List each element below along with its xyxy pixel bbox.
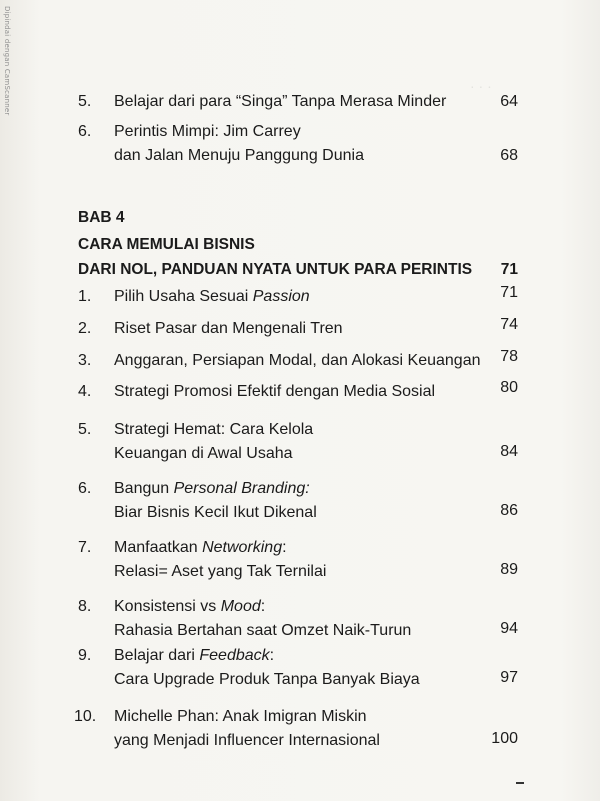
entry-title: [114, 350, 494, 372]
entry-title-line: Strategi Promosi Efektif dengan Media Sosial: [114, 383, 436, 400]
entry-title-line: Rahasia Bertahan saat Omzet Naik-Turun: [114, 622, 412, 639]
chapter-title: CARA MEMULAI BISNIS DARI NOL, PANDUAN NYATA UNTUK PARA PERINTIS 71: [78, 232, 518, 284]
entry-title-line: Riset Pasar dan Mengenali Tren: [114, 320, 343, 337]
entry-title-line: Relasi= Aset yang Tak Ternilai: [114, 563, 327, 580]
entry-title: [114, 706, 494, 752]
toc-entry: [78, 478, 518, 526]
entry-page: 97: [500, 669, 518, 686]
toc-entry: [78, 286, 518, 310]
entry-title-line: Belajar dari Feedback:: [114, 647, 275, 664]
entry-number: 5.: [78, 421, 92, 438]
entry-title-line: Biar Bisnis Kecil Ikut Dikenal: [114, 504, 317, 521]
entry-number: 8.: [78, 598, 92, 615]
page-mark: [516, 782, 524, 784]
toc-entry: [78, 318, 518, 342]
entry-number: 6.: [78, 123, 92, 140]
entry-page: 84: [500, 443, 518, 460]
entry-page: 78: [500, 348, 518, 365]
entry-page: 68: [500, 147, 518, 164]
toc-entry: [78, 121, 518, 167]
entry-title: [114, 645, 494, 691]
chapter-label: BAB 4: [78, 209, 125, 226]
entry-title-line: Konsistensi vs Mood:: [114, 598, 266, 615]
entry-title: [114, 381, 494, 403]
entry-number: 2.: [78, 320, 92, 337]
entry-page: 89: [500, 561, 518, 578]
entry-number: 5.: [78, 93, 92, 110]
entry-page: 71: [500, 284, 518, 301]
toc-entry: [78, 645, 518, 693]
toc-entry: [78, 91, 518, 113]
entry-title-line: Keuangan di Awal Usaha: [114, 445, 293, 462]
entry-title: Belajar dari para “Singa” Tanpa Merasa Minder: [114, 93, 447, 110]
entry-title-line: Pilih Usaha Sesuai Passion: [114, 288, 310, 305]
entry-title: [114, 318, 494, 340]
toc-entry: [74, 706, 518, 754]
toc-entry: [78, 350, 518, 374]
toc-entry: [78, 419, 518, 467]
entry-title-line: Manfaatkan Networking:: [114, 539, 287, 556]
entry-title-line: yang Menjadi Influencer Internasional: [114, 732, 380, 749]
entry-number: 7.: [78, 539, 92, 556]
toc-entry: [78, 381, 518, 405]
entry-number: 1.: [78, 288, 92, 305]
entry-title: [114, 478, 494, 524]
entry-title: [114, 596, 494, 642]
entry-title: [114, 286, 494, 308]
entry-title-line: Strategi Hemat: Cara Kelola: [114, 421, 314, 438]
toc-entry: [78, 596, 518, 644]
entry-number: 10.: [74, 708, 97, 725]
entry-page: 64: [500, 93, 518, 110]
entry-page: 74: [500, 316, 518, 333]
entry-page: 100: [491, 730, 518, 747]
entry-title: [114, 537, 494, 583]
entry-title: [114, 419, 494, 465]
bleed-through: · · ·: [470, 78, 492, 94]
entry-title-line: Bangun Personal Branding:: [114, 480, 310, 497]
entry-number: 6.: [78, 480, 92, 497]
entry-title-line: Cara Upgrade Produk Tanpa Banyak Biaya: [114, 671, 420, 688]
toc-entry: [78, 537, 518, 585]
entry-number: 9.: [78, 647, 92, 664]
entry-title-line: Michelle Phan: Anak Imigran Miskin: [114, 708, 367, 725]
entry-title-line: Anggaran, Persiapan Modal, dan Alokasi Keuangan: [114, 352, 481, 369]
entry-title: Perintis Mimpi: Jim Carrey dan Jalan Menuju Panggung Dunia: [114, 123, 364, 164]
scanner-watermark: Dipindai dengan CamScanner: [3, 6, 11, 116]
chapter-page: 71: [500, 261, 518, 278]
entry-page: 94: [500, 620, 518, 637]
entry-number: 3.: [78, 352, 92, 369]
entry-page: 86: [500, 502, 518, 519]
entry-number: 4.: [78, 383, 92, 400]
entry-page: 80: [500, 379, 518, 396]
